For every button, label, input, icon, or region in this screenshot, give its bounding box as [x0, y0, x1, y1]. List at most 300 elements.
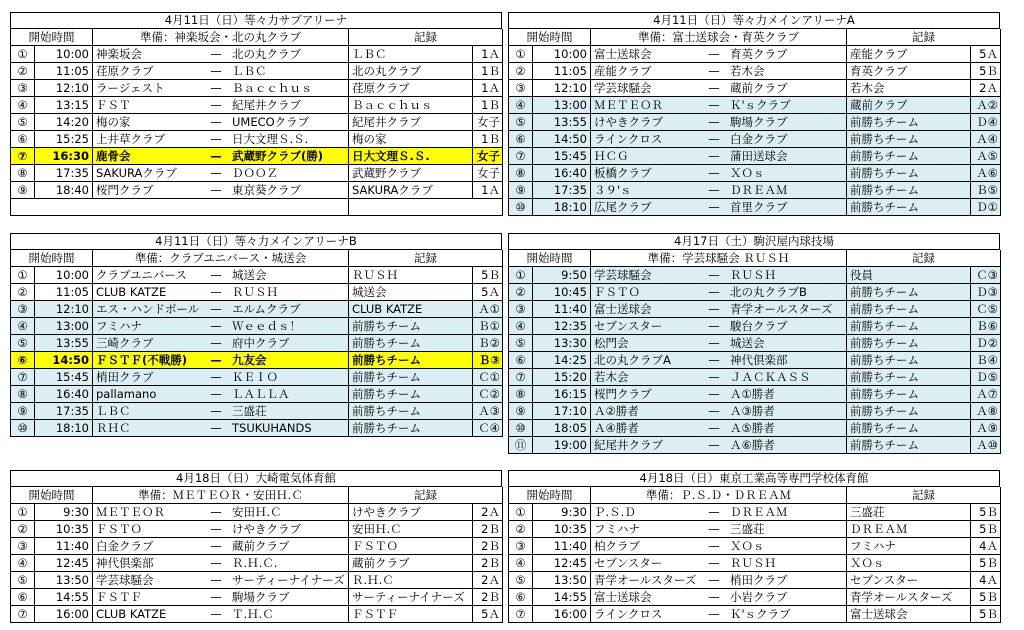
cell-no: ④ — [508, 97, 532, 114]
header-record: 記録 — [348, 29, 503, 46]
cell-home: 梢田クラブ — [92, 369, 203, 386]
header-row — [508, 29, 1001, 46]
cell-no: ② — [508, 284, 532, 301]
header-time: 開始時間 — [10, 29, 92, 46]
cell-no: ④ — [10, 555, 34, 572]
cell-dash: — — [203, 284, 229, 301]
table-row — [508, 420, 1001, 437]
cell-time: 16:40 — [34, 386, 92, 403]
cell-time: 12:10 — [34, 80, 92, 97]
table-row — [508, 538, 1001, 555]
block-title: 4月17日（土）駒沢屋内球技場 — [508, 233, 1000, 250]
cell-dash: — — [203, 403, 229, 420]
cell-rec: 産能クラブ — [846, 46, 970, 63]
cell-home: Ａ④勝者 — [590, 420, 701, 437]
table-row — [10, 555, 503, 572]
cell-dash: — — [203, 606, 229, 623]
cell-rec: Ｂａｃｃｈｕｓ — [348, 97, 472, 114]
table-row — [10, 606, 503, 623]
cell-no: ① — [10, 46, 34, 63]
cell-dash: — — [701, 165, 727, 182]
header-row — [508, 487, 1001, 504]
cell-empty — [10, 199, 348, 216]
cell-grp: Ｃ⑤ — [970, 301, 1001, 318]
cell-away: 九友会 — [229, 352, 348, 369]
table-row — [508, 352, 1001, 369]
header-record: 記録 — [846, 487, 1001, 504]
cell-grp: Ａ④ — [970, 131, 1001, 148]
cell-grp: Ｃ④ — [472, 420, 503, 437]
cell-grp: Ｄ③ — [970, 284, 1001, 301]
cell-home: 神代倶楽部 — [92, 555, 203, 572]
cell-dash: — — [701, 97, 727, 114]
table-row — [508, 131, 1001, 148]
table-row — [508, 199, 1001, 216]
cell-home: ＨＣＧ — [590, 148, 701, 165]
cell-away: 若木会 — [727, 63, 846, 80]
cell-dash: — — [203, 63, 229, 80]
cell-time: 12:10 — [34, 301, 92, 318]
cell-rec: 前勝ちチーム — [846, 131, 970, 148]
cell-away: 青学オールスターズ — [727, 301, 846, 318]
table-row — [10, 131, 503, 148]
cell-no: ③ — [10, 301, 34, 318]
cell-dash: — — [701, 199, 727, 216]
table-row — [10, 420, 503, 437]
cell-time: 10:35 — [34, 521, 92, 538]
cell-away: エルムクラブ — [229, 301, 348, 318]
table-row — [10, 352, 503, 369]
cell-no: ⑦ — [10, 369, 34, 386]
cell-rec: ＦＳＴＦ — [348, 606, 472, 623]
cell-home: 柏クラブ — [590, 538, 701, 555]
cell-time: 14:25 — [532, 352, 590, 369]
cell-grp: 2Ｂ — [472, 555, 503, 572]
cell-grp: 5Ｂ — [970, 606, 1001, 623]
cell-time: 12:10 — [532, 80, 590, 97]
cell-dash: — — [701, 352, 727, 369]
cell-away: Ａ⑤勝者 — [727, 420, 846, 437]
table-row — [10, 335, 503, 352]
cell-dash: — — [203, 504, 229, 521]
cell-dash: — — [701, 284, 727, 301]
table-row — [508, 504, 1001, 521]
cell-dash: — — [701, 46, 727, 63]
cell-no: ⑦ — [508, 606, 532, 623]
cell-dash: — — [701, 318, 727, 335]
cell-rec: 三盛荘 — [846, 504, 970, 521]
header-row — [10, 29, 503, 46]
cell-home: けやきクラブ — [590, 114, 701, 131]
cell-away: ＤＲＥＡＭ — [727, 504, 846, 521]
cell-away: Ｗｅｅｄｓ！ — [229, 318, 348, 335]
cell-away: Ａ①勝者 — [727, 386, 846, 403]
cell-dash: — — [203, 420, 229, 437]
cell-dash: — — [701, 369, 727, 386]
cell-dash: — — [203, 352, 229, 369]
cell-rec: 前勝ちチーム — [348, 420, 472, 437]
cell-rec: 青学オールスターズ — [846, 589, 970, 606]
cell-no: ① — [10, 504, 34, 521]
cell-home: 鹿骨会 — [92, 148, 203, 165]
cell-no: ⑥ — [10, 589, 34, 606]
cell-rec: ＲＵＳＨ — [348, 267, 472, 284]
cell-grp: 1Ａ — [472, 46, 503, 63]
cell-rec: 前勝ちチーム — [846, 386, 970, 403]
cell-empty — [348, 199, 503, 216]
header-prep: 準備：学芸球騒会 ＲＵＳＨ — [590, 250, 846, 267]
cell-rec: サーティーナイナーズ — [348, 589, 472, 606]
cell-no: ① — [10, 267, 34, 284]
cell-rec: 前勝ちチーム — [846, 301, 970, 318]
cell-grp: Ｄ② — [970, 335, 1001, 352]
cell-home: pallamano — [92, 386, 203, 403]
cell-time: 16:15 — [532, 386, 590, 403]
cell-grp: Ａ⑧ — [970, 403, 1001, 420]
cell-time: 18:10 — [532, 199, 590, 216]
table-row — [508, 521, 1001, 538]
cell-time: 16:00 — [532, 606, 590, 623]
cell-time: 15:25 — [34, 131, 92, 148]
table-row — [10, 403, 503, 420]
cell-home: 白金クラブ — [92, 538, 203, 555]
cell-grp: Ｂ⑤ — [970, 182, 1001, 199]
cell-time: 9:30 — [34, 504, 92, 521]
table-row — [10, 63, 503, 80]
cell-no: ② — [10, 63, 34, 80]
cell-dash: — — [203, 46, 229, 63]
cell-time: 12:35 — [532, 318, 590, 335]
table-row — [10, 284, 503, 301]
cell-dash: — — [701, 267, 727, 284]
cell-no: ③ — [10, 80, 34, 97]
cell-rec: 前勝ちチーム — [846, 182, 970, 199]
cell-time: 16:00 — [34, 606, 92, 623]
cell-away: ＫＥＩＯ — [229, 369, 348, 386]
cell-dash: — — [701, 182, 727, 199]
header-record: 記録 — [348, 487, 503, 504]
cell-away: 城送会 — [229, 267, 348, 284]
cell-time: 14:50 — [34, 352, 92, 369]
cell-rec: 前勝ちチーム — [846, 114, 970, 131]
cell-away: 紀尾井クラブ — [229, 97, 348, 114]
cell-rec: 富士送球会 — [846, 606, 970, 623]
cell-away: ＲＵＳＨ — [727, 267, 846, 284]
cell-away: ＲＵＳＨ — [229, 284, 348, 301]
table-row — [10, 318, 503, 335]
cell-away: Ａ⑥勝者 — [727, 437, 846, 454]
cell-no: ② — [508, 63, 532, 80]
cell-grp: 4Ａ — [970, 572, 1001, 589]
cell-grp: 5Ａ — [970, 46, 1001, 63]
table-row — [508, 182, 1001, 199]
cell-home: ＭＥＴＥＯＲ — [92, 504, 203, 521]
cell-away: ＲＵＳＨ — [727, 555, 846, 572]
cell-rec: 前勝ちチーム — [846, 199, 970, 216]
cell-away: 小岩クラブ — [727, 589, 846, 606]
cell-dash: — — [203, 148, 229, 165]
cell-home: Ｐ.Ｓ.Ｄ — [590, 504, 701, 521]
cell-no: ⑨ — [10, 403, 34, 420]
cell-grp: Ａ② — [970, 97, 1001, 114]
cell-time: 11:40 — [34, 538, 92, 555]
cell-home: SAKURAクラブ — [92, 165, 203, 182]
cell-rec: 前勝ちチーム — [348, 352, 472, 369]
cell-grp: Ａ③ — [472, 403, 503, 420]
cell-time: 15:45 — [532, 148, 590, 165]
cell-grp: Ａ⑦ — [970, 386, 1001, 403]
cell-rec: 日大文理Ｓ.Ｓ. — [348, 148, 472, 165]
table-row — [10, 46, 503, 63]
cell-no: ⑦ — [508, 148, 532, 165]
cell-time: 12:45 — [34, 555, 92, 572]
cell-dash: — — [701, 114, 727, 131]
cell-no: ⑤ — [10, 572, 34, 589]
block-title: 4月11日（日）等々力メインアリーナB — [10, 233, 502, 250]
cell-dash: — — [701, 555, 727, 572]
cell-home: セブンスター — [590, 555, 701, 572]
cell-rec: ＸＯｓ — [846, 555, 970, 572]
block-title: 4月18日（日）東京工業高等専門学校体育館 — [508, 470, 1000, 487]
cell-rec: フミハナ — [846, 538, 970, 555]
cell-no: ⑦ — [10, 148, 34, 165]
cell-grp: 女子 — [472, 114, 503, 131]
cell-time: 10:00 — [532, 46, 590, 63]
cell-away: 東京葵クラブ — [229, 182, 348, 199]
cell-grp: 4Ａ — [970, 538, 1001, 555]
cell-dash: — — [701, 504, 727, 521]
table-row — [508, 318, 1001, 335]
cell-home: ラインクロス — [590, 606, 701, 623]
cell-grp: Ｄ④ — [970, 114, 1001, 131]
cell-no: ⑧ — [10, 165, 34, 182]
cell-time: 11:05 — [34, 284, 92, 301]
table-row — [508, 63, 1001, 80]
cell-dash: — — [701, 437, 727, 454]
cell-time: 18:40 — [34, 182, 92, 199]
cell-time: 14:55 — [532, 589, 590, 606]
table-row — [10, 97, 503, 114]
cell-dash: — — [701, 589, 727, 606]
cell-home: 梅の家 — [92, 114, 203, 131]
cell-time: 14:55 — [34, 589, 92, 606]
cell-time: 10:00 — [34, 267, 92, 284]
cell-away: 北の丸クラブ — [229, 46, 348, 63]
cell-home: ＭＥＴＥＯＲ — [590, 97, 701, 114]
cell-rec: CLUB KATZE — [348, 301, 472, 318]
cell-rec: 北の丸クラブ — [348, 63, 472, 80]
cell-rec: 役員 — [846, 267, 970, 284]
table-row — [10, 521, 503, 538]
cell-home: 学芸球騒会 — [590, 267, 701, 284]
cell-rec: 前勝ちチーム — [846, 148, 970, 165]
cell-home: 桜門クラブ — [92, 182, 203, 199]
cell-away: 神代倶楽部 — [727, 352, 846, 369]
cell-dash: — — [701, 572, 727, 589]
cell-home: ＦＳＴＯ — [590, 284, 701, 301]
cell-grp: Ｄ① — [970, 199, 1001, 216]
cell-home: 広尾クラブ — [590, 199, 701, 216]
cell-time: 11:05 — [34, 63, 92, 80]
cell-time: 15:20 — [532, 369, 590, 386]
cell-no: ⑥ — [508, 352, 532, 369]
cell-time: 17:35 — [34, 403, 92, 420]
cell-home: 桜門クラブ — [590, 386, 701, 403]
cell-time: 13:55 — [34, 335, 92, 352]
header-prep: 準備：神楽坂会・北の丸クラブ — [92, 29, 348, 46]
table-row — [508, 97, 1001, 114]
cell-grp: Ｂ⑥ — [970, 318, 1001, 335]
cell-no: ④ — [508, 555, 532, 572]
cell-no: ⑤ — [508, 572, 532, 589]
cell-no: ② — [10, 284, 34, 301]
block-title: 4月11日（日）等々力メインアリーナA — [508, 12, 1000, 29]
cell-home: 産能クラブ — [590, 63, 701, 80]
table-row — [10, 114, 503, 131]
table-row — [10, 301, 503, 318]
cell-rec: 若木会 — [846, 80, 970, 97]
cell-no: ⑩ — [508, 199, 532, 216]
header-time: 開始時間 — [508, 29, 590, 46]
cell-dash: — — [701, 301, 727, 318]
cell-home: 富士送球会 — [590, 46, 701, 63]
cell-dash: — — [203, 182, 229, 199]
cell-time: 12:45 — [532, 555, 590, 572]
cell-no: ⑨ — [508, 182, 532, 199]
cell-rec: 前勝ちチーム — [348, 318, 472, 335]
cell-no: ⑤ — [10, 335, 34, 352]
cell-no: ③ — [508, 80, 532, 97]
cell-dash: — — [701, 420, 727, 437]
cell-away: 日大文理Ｓ.Ｓ. — [229, 131, 348, 148]
cell-home: Ａ②勝者 — [590, 403, 701, 420]
cell-home: ＬＢＣ — [92, 403, 203, 420]
cell-dash: — — [203, 97, 229, 114]
cell-no: ③ — [508, 538, 532, 555]
cell-time: 11:40 — [532, 538, 590, 555]
cell-time: 13:15 — [34, 97, 92, 114]
cell-away: ＬＢＣ — [229, 63, 348, 80]
cell-grp: 1Ａ — [472, 182, 503, 199]
cell-home: 青学オールスターズ — [590, 572, 701, 589]
cell-away: 武蔵野クラブ(勝) — [229, 148, 348, 165]
header-prep: 準備：富士送球会・育英クラブ — [590, 29, 846, 46]
cell-rec: 前勝ちチーム — [348, 369, 472, 386]
cell-dash: — — [203, 521, 229, 538]
cell-rec: ＦＳＴＯ — [348, 538, 472, 555]
cell-grp: Ｃ③ — [970, 267, 1001, 284]
table-row — [508, 46, 1001, 63]
cell-dash: — — [203, 538, 229, 555]
header-time: 開始時間 — [10, 250, 92, 267]
cell-home: 荏原クラブ — [92, 63, 203, 80]
cell-no: ⑦ — [508, 369, 532, 386]
cell-no: ⑥ — [508, 589, 532, 606]
cell-away: けやきクラブ — [229, 521, 348, 538]
cell-grp: Ｂ② — [472, 335, 503, 352]
cell-no: ⑪ — [508, 437, 532, 454]
cell-grp: 5Ｂ — [970, 589, 1001, 606]
cell-no: ④ — [508, 318, 532, 335]
cell-grp: Ｄ⑤ — [970, 369, 1001, 386]
cell-time: 18:05 — [532, 420, 590, 437]
cell-away: ＤＲＥＡＭ — [727, 182, 846, 199]
cell-grp: Ｂ④ — [970, 352, 1001, 369]
cell-time: 13:50 — [532, 572, 590, 589]
table-row — [508, 589, 1001, 606]
table-row — [10, 504, 503, 521]
cell-no: ⑨ — [508, 403, 532, 420]
cell-away: 三盛荘 — [727, 521, 846, 538]
cell-home: CLUB KATZE — [92, 606, 203, 623]
cell-rec: 前勝ちチーム — [348, 335, 472, 352]
cell-dash: — — [701, 386, 727, 403]
cell-no: ② — [508, 521, 532, 538]
cell-time: 19:00 — [532, 437, 590, 454]
cell-grp: 5Ｂ — [472, 267, 503, 284]
cell-home: セブンスター — [590, 318, 701, 335]
cell-rec: SAKURAクラブ — [348, 182, 472, 199]
cell-rec: ＬＢＣ — [348, 46, 472, 63]
cell-grp: 2Ｂ — [472, 521, 503, 538]
cell-rec: 荏原クラブ — [348, 80, 472, 97]
cell-away: 安田Ｈ.Ｃ — [229, 504, 348, 521]
table-row — [508, 284, 1001, 301]
block-title: 4月11日（日）等々力サブアリーナ — [10, 12, 502, 29]
cell-time: 18:10 — [34, 420, 92, 437]
table-row — [10, 369, 503, 386]
cell-dash: — — [203, 589, 229, 606]
cell-grp: Ａ⑨ — [970, 420, 1001, 437]
cell-away: 府中クラブ — [229, 335, 348, 352]
table-row — [508, 301, 1001, 318]
cell-home: ＦＳＴＯ — [92, 521, 203, 538]
cell-home: 若木会 — [590, 369, 701, 386]
cell-rec: 前勝ちチーム — [846, 284, 970, 301]
cell-home: ＦＳＴＦ — [92, 589, 203, 606]
block-title: 4月18日（日）大崎電気体育館 — [10, 470, 502, 487]
cell-no: ⑤ — [508, 114, 532, 131]
table-row — [10, 182, 503, 199]
cell-no: ⑦ — [10, 606, 34, 623]
cell-rec: 前勝ちチーム — [348, 403, 472, 420]
cell-dash: — — [701, 148, 727, 165]
cell-time: 14:20 — [34, 114, 92, 131]
cell-home: 神楽坂会 — [92, 46, 203, 63]
cell-no: ⑧ — [508, 386, 532, 403]
cell-away: ＸＯｓ — [727, 538, 846, 555]
cell-home: CLUB KATZE — [92, 284, 203, 301]
cell-away: 梢田クラブ — [727, 572, 846, 589]
cell-rec: 前勝ちチーム — [846, 165, 970, 182]
cell-grp: 5Ａ — [472, 284, 503, 301]
cell-no: ⑩ — [10, 420, 34, 437]
cell-no: ③ — [10, 538, 34, 555]
cell-grp: 1Ｂ — [472, 63, 503, 80]
cell-grp: 2Ａ — [472, 572, 503, 589]
table-row — [508, 148, 1001, 165]
cell-time: 10:00 — [34, 46, 92, 63]
table-row — [10, 148, 503, 165]
cell-home: フミハナ — [590, 521, 701, 538]
cell-no: ③ — [508, 301, 532, 318]
cell-dash: — — [701, 80, 727, 97]
cell-away: 北の丸クラブB — [727, 284, 846, 301]
cell-time: 13:55 — [532, 114, 590, 131]
cell-rec: セブンスター — [846, 572, 970, 589]
cell-no: ⑤ — [508, 335, 532, 352]
cell-no: ① — [508, 504, 532, 521]
